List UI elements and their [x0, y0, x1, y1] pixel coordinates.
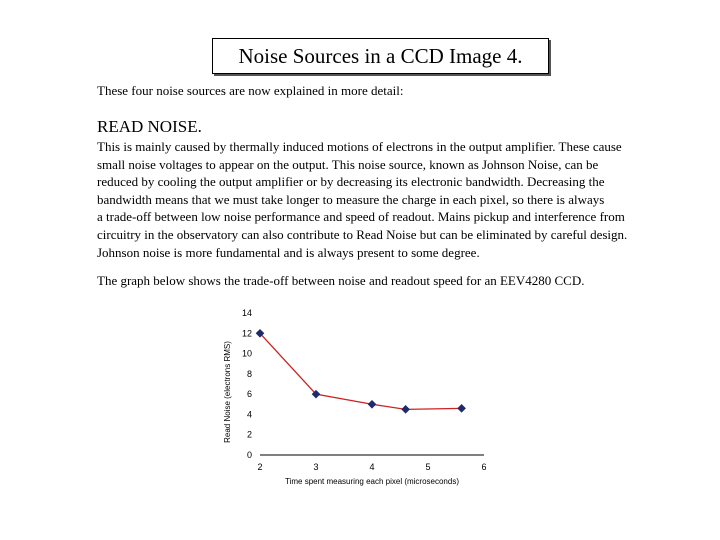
data-point — [368, 401, 375, 408]
slide-title-text: Noise Sources in a CCD Image 4. — [238, 43, 523, 68]
y-tick-label: 12 — [241, 328, 252, 339]
x-tick-label: 6 — [481, 462, 487, 472]
body-line: circuitry in the observatory can also contribute to Read Noise but can be eliminated by careful design. — [97, 226, 628, 242]
y-tick-label: 14 — [241, 308, 252, 318]
intro-text: These four noise sources are now explained in more detail: — [97, 83, 404, 98]
section-heading: READ NOISE. — [97, 117, 202, 136]
chart-caption: The graph below shows the trade-off between noise and readout speed for an EEV4280 CCD. — [97, 273, 585, 288]
x-tick-label: 4 — [369, 462, 375, 472]
y-tick-label: 8 — [246, 368, 252, 379]
body-line: This is mainly caused by thermally induced motions of electrons in the output amplifier. These cause — [97, 139, 622, 154]
slide-title — [212, 38, 549, 74]
data-point — [402, 406, 409, 413]
y-tick-label: 6 — [246, 389, 252, 400]
y-axis-title: Read Noise (electrons RMS) — [223, 341, 232, 443]
body-paragraph — [97, 138, 627, 261]
y-tick-label: 0 — [246, 450, 252, 460]
body-line: bandwidth means that we must take longer to measure the charge in each pixel, so there is always — [97, 191, 605, 207]
x-tick-label: 5 — [425, 462, 431, 472]
x-tick-label: 3 — [313, 462, 319, 472]
y-tick-label: 2 — [246, 429, 252, 440]
body-line: a trade-off between low noise performance and speed of readout. Mains pickup and interference from — [97, 209, 625, 225]
x-axis-title: Time spent measuring each pixel (microseconds) — [285, 477, 459, 486]
body-line: small noise voltages to appear on the output. This noise source, known as Johnson Noise, can be — [97, 156, 599, 172]
series-line — [260, 333, 462, 409]
read-noise-chart — [216, 305, 496, 490]
y-tick-label: 4 — [246, 409, 252, 420]
y-tick-label: 10 — [241, 348, 252, 359]
data-point — [458, 405, 465, 412]
x-tick-label: 2 — [257, 462, 263, 472]
body-line: Johnson noise is more fundamental and is always present to some degree. — [97, 244, 480, 260]
body-line: reduced by cooling the output amplifier or by decreasing its electronic bandwidth. Decreasing the — [97, 174, 605, 190]
